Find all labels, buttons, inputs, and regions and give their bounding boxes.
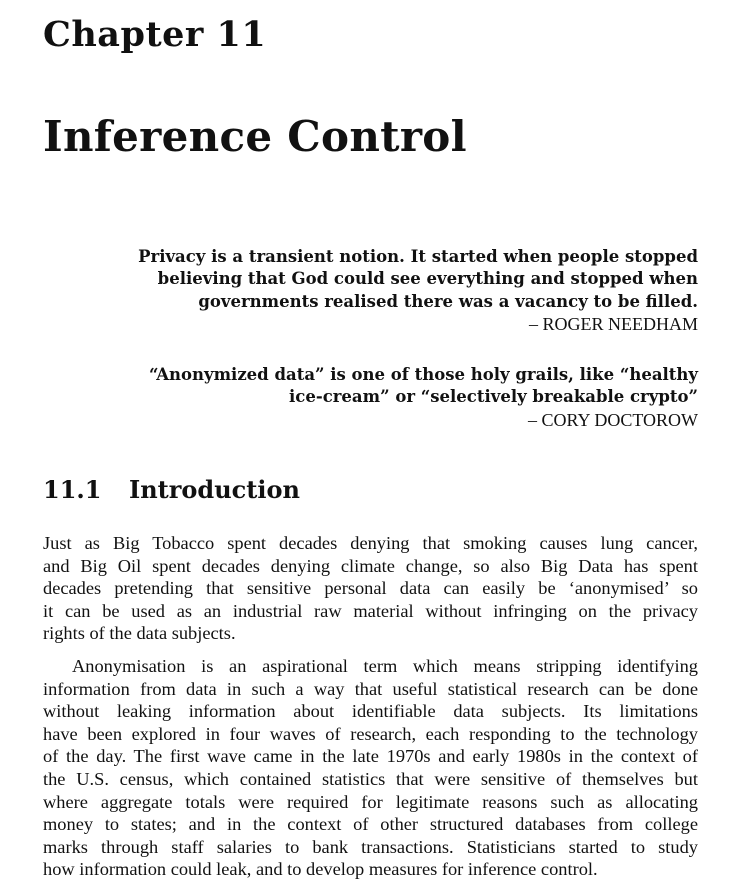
paragraph-line: and Big Oil spent decades denying climate change, so also Big Data has spent	[43, 555, 698, 576]
section-title: Introduction	[129, 475, 300, 504]
epigraph-quote	[149, 364, 698, 431]
epigraph-line: Privacy is a transient notion. It started when people stopped	[138, 247, 698, 266]
paragraph-line: it can be used as an industrial raw material without infringing on the privacy	[43, 600, 698, 621]
paragraph-line: have been explored in four waves of research, each responding to the technology	[43, 723, 698, 744]
paragraph-line: information from data in such a way that useful statistical research can be done	[43, 678, 698, 699]
chapter-title: Inference Control	[43, 112, 467, 161]
epigraph-attribution: – ROGER NEEDHAM	[529, 313, 698, 334]
epigraph-line: ice-cream” or “selectively breakable crypto”	[289, 387, 698, 407]
paragraph-line: how information could leak, and to develop measures for inference control.	[43, 859, 598, 880]
epigraph-line: believing that God could see everything and stopped when	[157, 269, 698, 289]
epigraph-line: “Anonymized data” is one of those holy grails, like “healthy	[148, 365, 698, 384]
epigraph-attribution: – CORY DOCTOROW	[527, 409, 698, 430]
paragraph-line: the U.S. census, which contained statistics that were sensitive of themselves but	[43, 768, 698, 789]
body-paragraph	[43, 655, 698, 881]
paragraph-line: of the day. The first wave came in the late 1970s and early 1980s in the context of	[43, 746, 698, 767]
epigraph-line: governments realised there was a vacancy to be filled.	[198, 291, 698, 311]
epigraph-quote	[138, 246, 698, 335]
chapter-label: Chapter 11	[43, 14, 267, 55]
paragraph-line: money to states; and in the context of other structured databases from college	[43, 814, 698, 835]
paragraph-line: rights of the data subjects.	[43, 623, 236, 644]
section-number: 11.1	[43, 475, 102, 504]
paragraph-line: where aggregate totals were required for legitimate reasons such as allocating	[43, 791, 698, 812]
section-heading	[43, 475, 300, 505]
body-paragraph	[43, 532, 698, 645]
paragraph-line: Just as Big Tobacco spent decades denying that smoking causes lung cancer,	[43, 533, 698, 553]
paragraph-line: without leaking information about identifiable data subjects. Its limitations	[43, 701, 698, 722]
paragraph-line: Anonymisation is an aspirational term which means stripping identifying	[72, 656, 698, 676]
paragraph-line: marks through staff salaries to bank transactions. Statisticians started to study	[43, 836, 698, 857]
paragraph-line: decades pretending that sensitive personal data can easily be ‘anonymised’ so	[43, 578, 698, 599]
